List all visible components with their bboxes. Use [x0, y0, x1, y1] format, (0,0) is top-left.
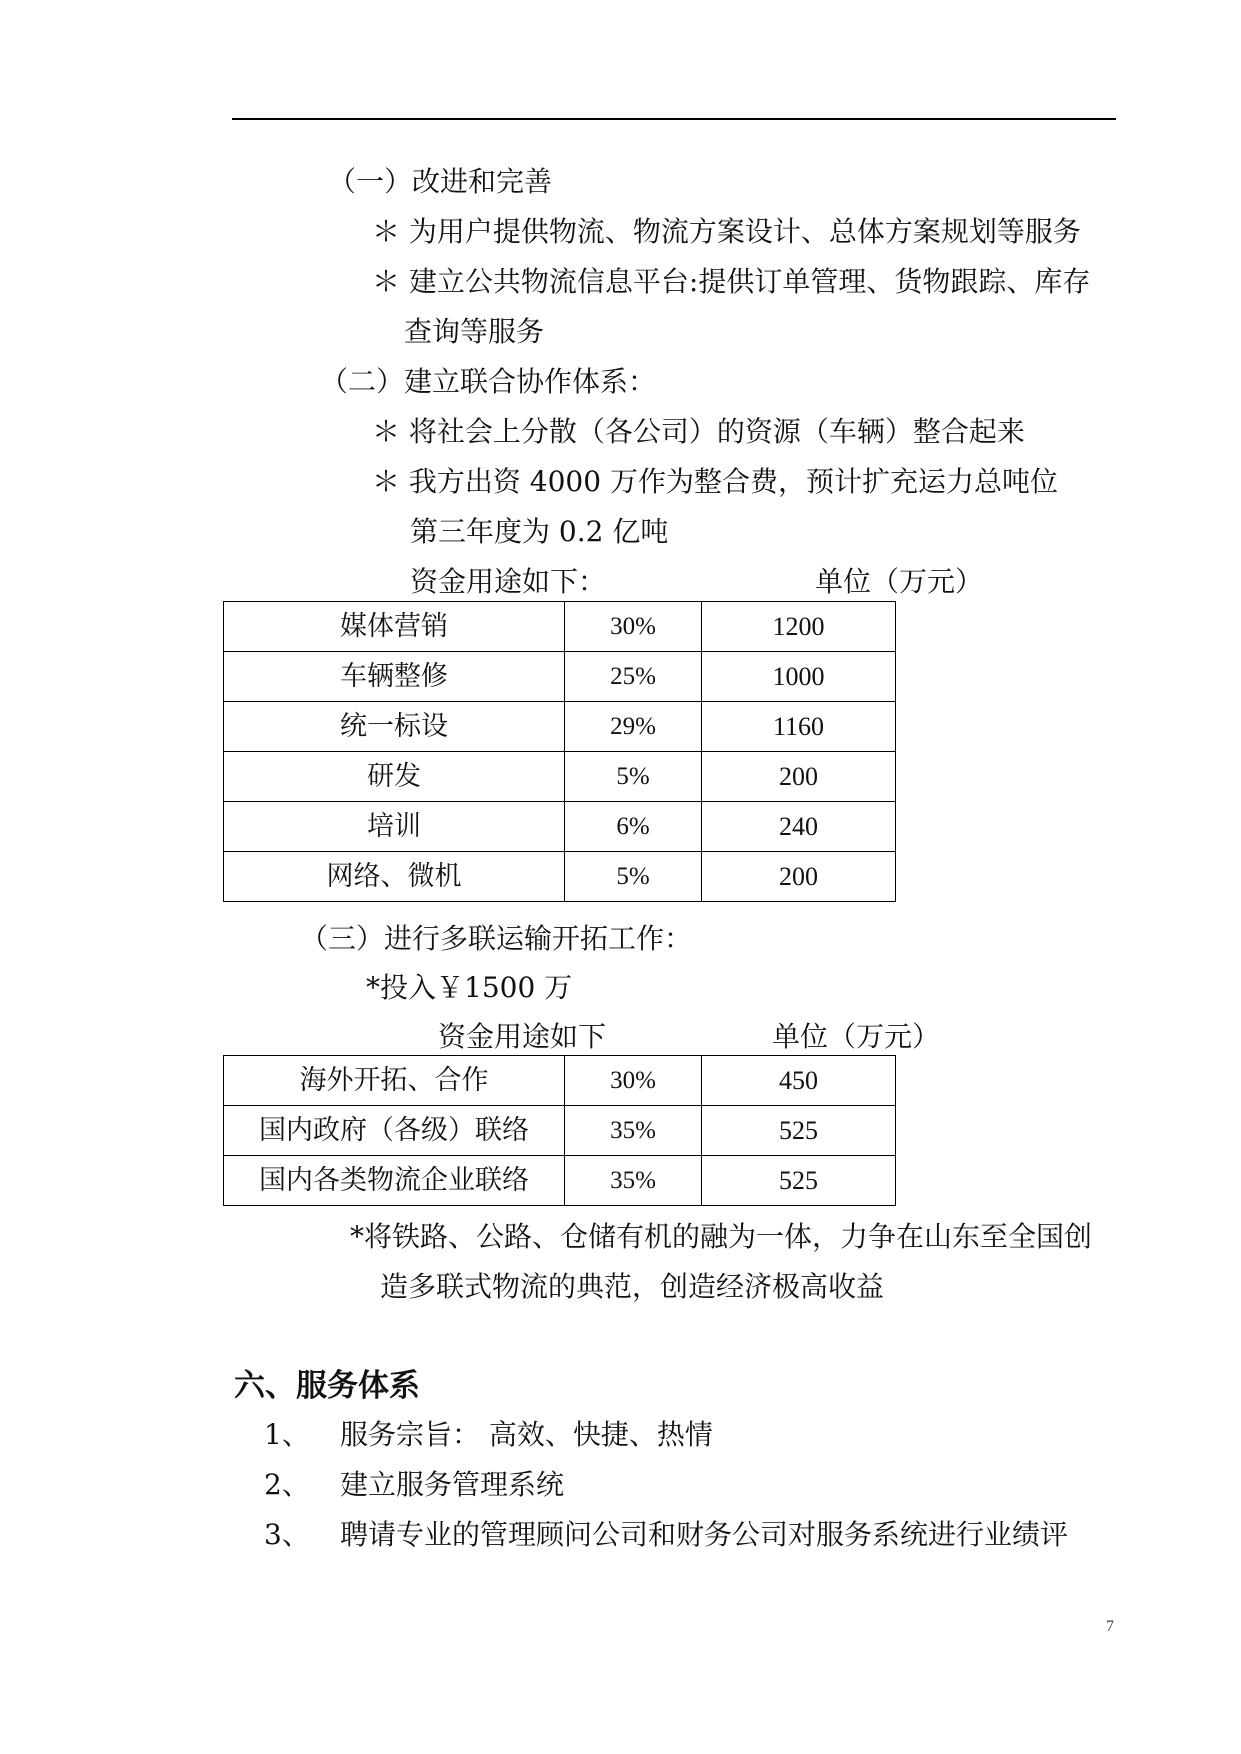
section1-bullet-2-cont: 查询等服务 [404, 315, 545, 348]
section3-investment: *投入￥1500 万 [366, 971, 573, 1004]
section2-bullet-2-cont: 第三年度为 0.2 亿吨 [410, 515, 669, 548]
table-cell-amount: 525 [702, 1106, 896, 1156]
section2-heading: （二）建立联合协作体系： [320, 365, 657, 398]
table-row [224, 1156, 896, 1206]
section1-heading: （一）改进和完善 [328, 165, 553, 198]
table-cell-item: 培训 [224, 802, 565, 852]
chapter6-item-2 [264, 1468, 564, 1502]
chapter6-item-3 [264, 1518, 1068, 1552]
table-cell-amount: 1160 [702, 702, 896, 752]
header-rule [232, 118, 1116, 120]
section1-bullet-2: ＊ 建立公共物流信息平台:提供订单管理、货物跟踪、库存 [372, 265, 1091, 298]
table-cell-item: 海外开拓、合作 [224, 1056, 565, 1106]
table-cell-amount: 1000 [702, 652, 896, 702]
table-cell-item: 统一标设 [224, 702, 565, 752]
section3-heading: （三）进行多联运输开拓工作： [300, 922, 693, 955]
item-number: 2、 [264, 1468, 310, 1501]
table-cell-item: 媒体营销 [224, 602, 565, 652]
table-cell-percent: 30% [565, 602, 702, 652]
section3-funds-table [223, 1055, 896, 1206]
section3-note-cont: 造多联式物流的典范，创造经济极高收益 [380, 1270, 885, 1303]
table-cell-amount: 200 [702, 752, 896, 802]
table-row [224, 802, 896, 852]
table-cell-amount: 1200 [702, 602, 896, 652]
item-text: 服务宗旨： 高效、快捷、热情 [340, 1418, 713, 1451]
table-cell-item: 研发 [224, 752, 565, 802]
table-row [224, 1106, 896, 1156]
table-cell-item: 国内各类物流企业联络 [224, 1156, 565, 1206]
table-row [224, 702, 896, 752]
table-cell-percent: 6% [565, 802, 702, 852]
section3-funds-label: 资金用途如下 [438, 1020, 607, 1053]
table-cell-percent: 5% [565, 852, 702, 902]
table-cell-amount: 240 [702, 802, 896, 852]
item-number: 1、 [264, 1418, 310, 1451]
table-cell-percent: 5% [565, 752, 702, 802]
table-cell-percent: 35% [565, 1156, 702, 1206]
table-cell-amount: 450 [702, 1056, 896, 1106]
item-text: 聘请专业的管理顾问公司和财务公司对服务系统进行业绩评 [340, 1518, 1069, 1551]
table-cell-percent: 30% [565, 1056, 702, 1106]
table-cell-item: 车辆整修 [224, 652, 565, 702]
table-cell-amount: 200 [702, 852, 896, 902]
table-cell-percent: 35% [565, 1106, 702, 1156]
table-cell-percent: 25% [565, 652, 702, 702]
chapter6-heading: 六、服务体系 [234, 1368, 420, 1404]
chapter6-item-1 [264, 1418, 713, 1452]
table-row [224, 602, 896, 652]
table-row [224, 652, 896, 702]
section2-funds-label: 资金用途如下： [410, 565, 607, 598]
section2-bullet-1: ＊ 将社会上分散（各公司）的资源（车辆）整合起来 [372, 415, 1025, 448]
section2-unit-label: 单位（万元） [815, 565, 984, 598]
item-number: 3、 [264, 1518, 310, 1551]
table-cell-item: 国内政府（各级）联络 [224, 1106, 565, 1156]
section2-bullet-2: ＊ 我方出资 4000 万作为整合费，预计扩充运力总吨位 [372, 465, 1058, 498]
page-number: 7 [1106, 1618, 1114, 1635]
table-row [224, 852, 896, 902]
table-cell-amount: 525 [702, 1156, 896, 1206]
section2-funds-table [223, 601, 896, 902]
item-text: 建立服务管理系统 [340, 1468, 565, 1501]
table-row [224, 752, 896, 802]
section3-unit-label: 单位（万元） [772, 1020, 941, 1053]
table-cell-item: 网络、微机 [224, 852, 565, 902]
section3-note: *将铁路、公路、仓储有机的融为一体，力争在山东至全国创 [350, 1220, 1093, 1253]
table-cell-percent: 29% [565, 702, 702, 752]
section1-bullet-1: ＊ 为用户提供物流、物流方案设计、总体方案规划等服务 [372, 215, 1081, 248]
table-row [224, 1056, 896, 1106]
